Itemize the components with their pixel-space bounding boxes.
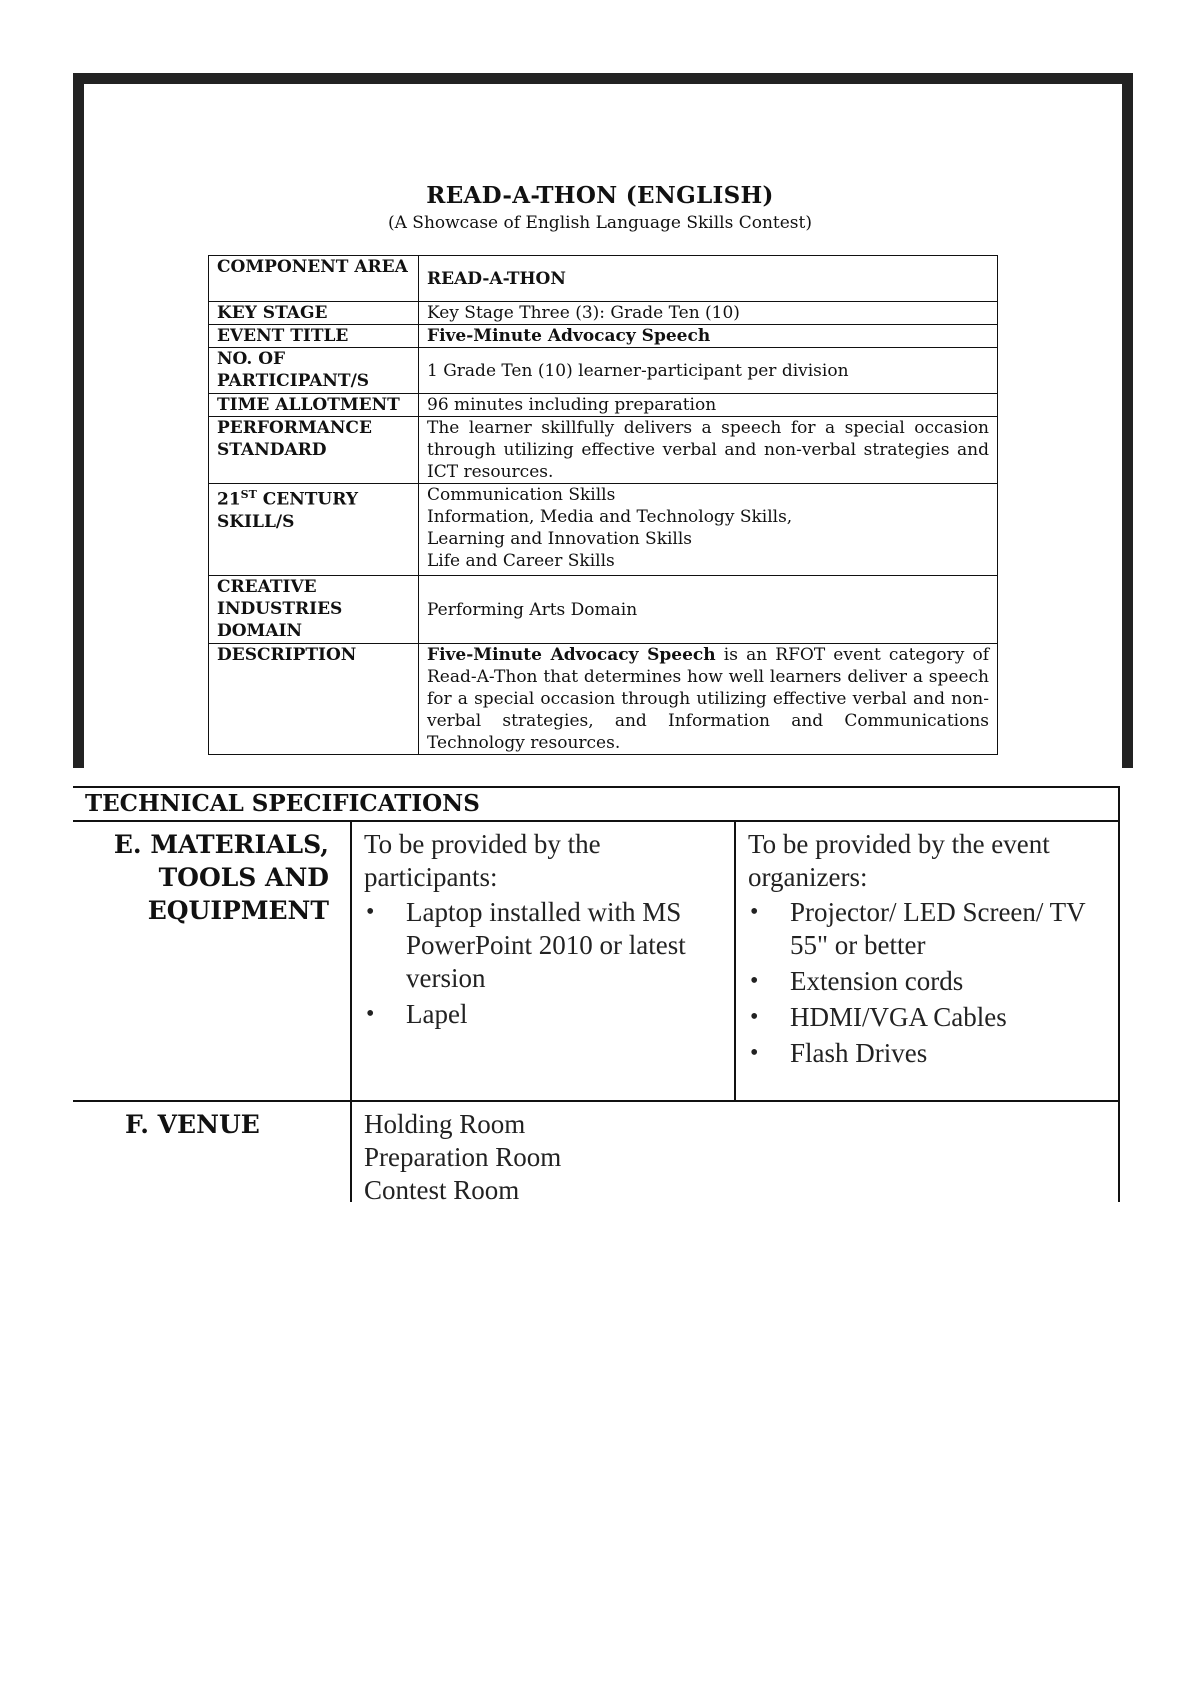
description-rest: is an RFOT event category of Read-A-Thon that determines how well learners deliver a speech for a special occasion through utilizing effective verbal and non-verbal strategies, and Information and Communications Technology resources. (427, 645, 989, 753)
component-table (208, 255, 998, 755)
skill-item: Communication Skills (427, 485, 616, 505)
row-label: CREATIVE INDUSTRIES DOMAIN (209, 576, 419, 644)
label-prefix: 21 (217, 489, 241, 510)
divider (1118, 822, 1120, 1100)
list-item: • HDMI/VGA Cables (748, 1001, 1103, 1034)
description-bold: Five-Minute Advocacy Speech (427, 645, 716, 665)
table-row (209, 348, 998, 394)
list-item: • Lapel (364, 998, 719, 1031)
table-row (209, 302, 998, 325)
row-label (209, 484, 419, 576)
document-subtitle: (A Showcase of English Language Skills Contest) (387, 213, 812, 233)
table-row (209, 484, 998, 576)
row-value (419, 644, 998, 755)
materials-label (73, 822, 335, 927)
row-label: NO. OF PARTICIPANT/S (209, 348, 419, 394)
venue-item: Preparation Room (364, 1142, 562, 1172)
table-row (209, 256, 998, 302)
venue-item: Holding Room (364, 1109, 526, 1139)
label-line: EQUIPMENT (147, 896, 329, 925)
row-label: COMPONENT AREA (209, 256, 419, 302)
skill-item: Learning and Innovation Skills (427, 529, 693, 549)
row-label: TIME ALLOTMENT (209, 394, 419, 417)
venue-row (73, 1102, 1120, 1205)
participants-list (364, 896, 719, 1031)
tech-heading: TECHNICAL SPECIFICATIONS (73, 786, 1120, 822)
label-rest: CENTURY SKILL/S (217, 489, 358, 532)
skill-item: Information, Media and Technology Skills, (427, 507, 793, 527)
table-row (209, 644, 998, 755)
skill-item: Life and Career Skills (427, 551, 615, 571)
row-value: 96 minutes including preparation (419, 394, 998, 417)
label-sup: ST (240, 488, 257, 501)
list-item: • Laptop installed with MS PowerPoint 2010 or latest version (364, 896, 719, 995)
row-label: DESCRIPTION (209, 644, 419, 755)
document-title: READ-A-THON (ENGLISH) (426, 182, 774, 209)
technical-specifications (73, 786, 1120, 1205)
organizers-heading: To be provided by the event organizers: (748, 829, 1050, 892)
label-line: E. MATERIALS, (113, 830, 329, 859)
organizers-column (748, 822, 1103, 1073)
row-value (419, 484, 998, 576)
divider (1118, 1102, 1120, 1202)
venue-label: F. VENUE (125, 1110, 260, 1139)
row-value: Key Stage Three (3): Grade Ten (10) (419, 302, 998, 325)
venue-list (364, 1102, 1064, 1207)
list-item: • Extension cords (748, 965, 1103, 998)
materials-row (73, 822, 1120, 1102)
label-line: TOOLS AND (158, 863, 329, 892)
row-label: EVENT TITLE (209, 325, 419, 348)
row-value: Five-Minute Advocacy Speech (419, 325, 998, 348)
row-label: PERFORMANCE STANDARD (209, 417, 419, 484)
list-item: • Flash Drives (748, 1037, 1103, 1070)
divider (350, 1102, 352, 1202)
row-value: The learner skillfully delivers a speech for a special occasion through utilizing effective verbal and non-verbal strategies and ICT resources. (419, 417, 998, 484)
divider (734, 822, 736, 1100)
table-row (209, 417, 998, 484)
row-value: READ-A-THON (419, 256, 998, 302)
table-row (209, 325, 998, 348)
organizers-list (748, 896, 1103, 1070)
row-label: KEY STAGE (209, 302, 419, 325)
divider (350, 822, 352, 1100)
participants-heading: To be provided by the participants: (364, 829, 601, 892)
table-row (209, 576, 998, 644)
row-value: 1 Grade Ten (10) learner-participant per division (419, 348, 998, 394)
venue-item: Contest Room (364, 1175, 520, 1205)
list-item: • Projector/ LED Screen/ TV 55" or better (748, 896, 1103, 962)
table-row (209, 394, 998, 417)
row-value: Performing Arts Domain (419, 576, 998, 644)
participants-column (364, 822, 719, 1034)
